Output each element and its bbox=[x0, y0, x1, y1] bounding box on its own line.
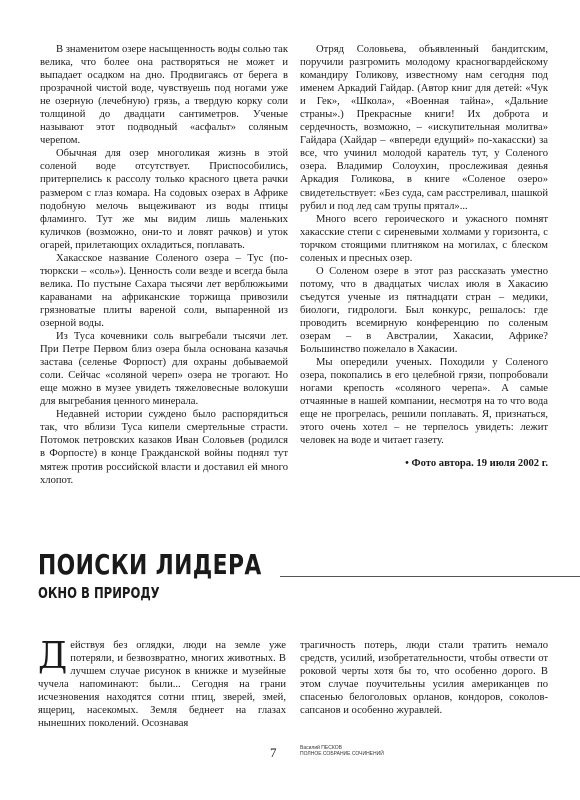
paragraph: О Соленом озере в этот раз рассказать уместно потому, что в двадцатых числах июля в Хакасию съедутся ученые из пятнадцати стран – медики, биологи, гидрологи. Был конкурс, решалось: где проводить всемирную конференцию по соленым озерам – в Австралии, Хакасии, Африке? Большинство пожелало в Хакасии. bbox=[300, 265, 548, 356]
section-subtitle: ОКНО В ПРИРОДУ bbox=[38, 584, 160, 602]
section-title: ПОИСКИ ЛИДЕРА bbox=[38, 548, 262, 581]
new-article-left-column bbox=[38, 636, 286, 730]
page-number: 7 bbox=[270, 745, 277, 760]
title-rule-divider bbox=[280, 576, 580, 577]
article-left-column bbox=[40, 43, 288, 487]
footer-collection: ПОЛНОЕ СОБРАНИЕ СОЧИНЕНИЙ bbox=[300, 751, 384, 757]
running-footer bbox=[300, 745, 384, 757]
paragraph: В знаменитом озере насыщенность воды солью так велика, что более она растворяться не может и выпадает осадком на дно. Продвигаясь от берега в прозрачной чистой воде, чувствуешь под ногами уже не озерную (лечебную) грязь, а твердую корку соли толщиной до двадцати сантиметров. Ученые называют этот подводный «асфальт» соляным черепом. bbox=[40, 44, 288, 147]
paragraph: Из Туса кочевники соль выгребали тысячи лет. При Петре Первом близ озера была основана казачья застава (селенье Форпост) для охраны добываемой соли. Сейчас «соляной череп» озера не трогают. Но еще можно в музее увидеть тяжеловесные волокуши для выгребания ценного минерала. bbox=[40, 331, 288, 408]
paragraph: Отряд Соловьева, объявленный бандитским, поручили разгромить молодому красногвардейскому командиру Голикову, известному нам сегодня под именем Аркадий Гайдар. (Автор книг для детей: «Чук и Гек», «Школа», «Военная тайна», «Дальние страны».) Прекрасные книги! Их доброта и сердечность, возможно, – «искупительная молитва» Гайдара (Хайдар – «впереди едущий» по-хакасски) за все, что учинил молодой каратель тут, у Соленого озера. Владимир Солоухин, прослеживая деянья Аркадия Голикова, в книге «Соленое озеро» свидетельствует: «Без суда, сам расстреливал, шашкой рубил и под лед сам трупы прятал»... bbox=[300, 44, 548, 212]
drop-cap: Д bbox=[38, 636, 68, 677]
footer-author: Василий ПЕСКОВ bbox=[300, 745, 342, 751]
paragraph: Обычная для озер многоликая жизнь в этой соленой воде отсутствует. Приспособились, притерпелись к рассолу только красного цвета рачки размером с глаз комара. На содовых озерах в Африке подобную мелочь выцеживают из воды птицы фламинго. Тут же мы видим лишь маленьких куличков (возможно, они-то и ловят рачков) и уток огарей, прилетающих охладиться, поплавать. bbox=[40, 148, 288, 251]
paragraph: Хакасское название Соленого озера – Тус (по-тюркски – «соль»). Ценность соли везде и всегда была велика. По пустыне Сахара тысячи лет верблюжьими караванами на африканские торжища привозили грязноватые плиты вареной соли, выпаренной из озерной воды. bbox=[40, 252, 288, 329]
paragraph: трагичность потерь, люди стали тратить немало средств, усилий, изобретательности, чтобы отвести от роковой черты хотя бы то, что особенно дорого. В этом случае поучительны усилия американцев по спасенью белоголовых орланов, кондоров, соколов-сапсанов и особенно журавлей. bbox=[300, 640, 548, 717]
photo-credit: • Фото автора. 19 июля 2002 г. bbox=[405, 458, 548, 470]
paragraph: Недавней истории суждено было распорядиться так, что вблизи Туса кипели смертельные страсти. Потомок петровских казаков Иван Соловьев (родился в Форпосте) в конце Гражданской войны поднял тут мятеж против российской власти и доставил ей много хлопот. bbox=[40, 409, 288, 486]
lead-text: ействуя без оглядки, люди на земле уже потеряли, и безвозвратно, многих животных. В лучшем случае рисунок в книжке и музейные чучела напоминают: были... Сегодня на грани исчезновения находятся сотни птиц, зверей, змей, ящериц, насекомых. Земля беднеет на глазах нынешних поколений. Осознавая bbox=[38, 640, 286, 730]
article-right-column bbox=[300, 43, 548, 471]
paragraph: Мы опередили ученых. Походили у Соленого озера, покопались в его целебной грязи, попробовали ногами крепость «соляного черепа». А самые отчаянные в нашей компании, несмотря на то что вода еще не прогрелась, решили поплавать. Я, признаться, этого очень хотел – не терпелось увидеть: лежит человек на воде и читает газету. bbox=[300, 357, 548, 447]
new-article-right-column bbox=[300, 639, 548, 717]
lead-paragraph bbox=[38, 636, 286, 730]
section-header bbox=[38, 549, 550, 603]
paragraph: Много всего героического и ужасного помнят хакасские степи с сиреневыми холмами у горизонта, с торчком стоящими плитняком на могилах, с блеском соленых и пресных озер. bbox=[300, 213, 548, 264]
